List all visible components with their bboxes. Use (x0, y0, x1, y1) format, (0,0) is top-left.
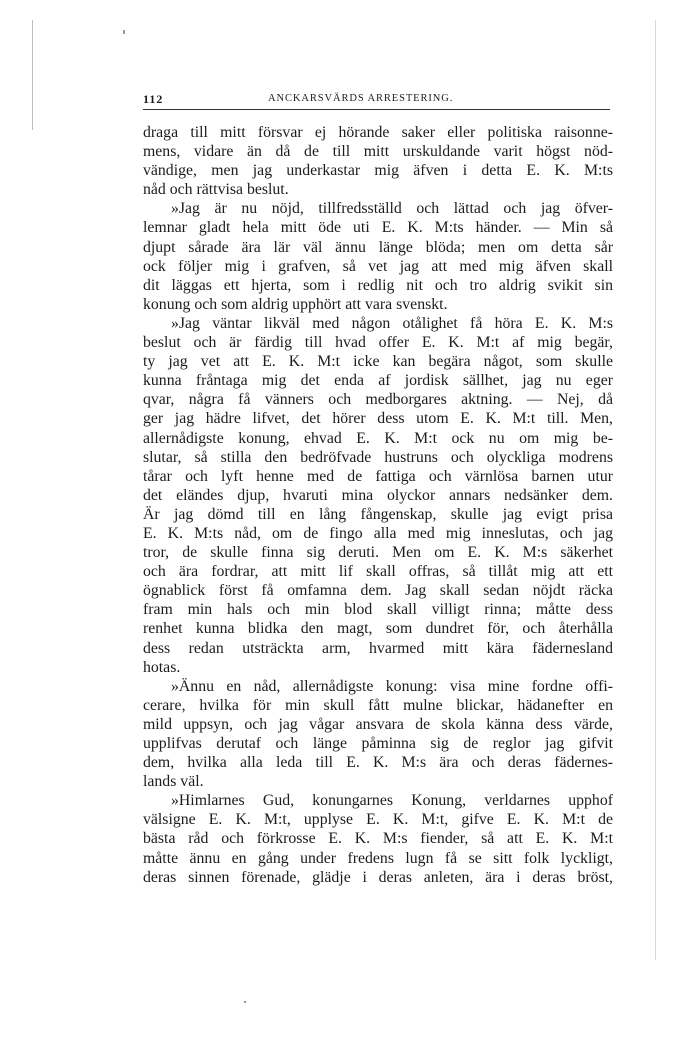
text-line: tror, de skulle finna sig deruti. Men om E. K. M:s säkerhet (143, 544, 613, 562)
text-line: slutar, så stilla den bedröfvade hustruns och olyckliga modrens (143, 448, 613, 466)
header-rule (143, 109, 610, 110)
text-line: nåd och rättvisa beslut. (143, 181, 289, 199)
text-line: lemnar gladt hela mitt öde uti E. K. M:ts händer. — Min så (143, 219, 613, 237)
text-line: ger jag hädre lifvet, det hörer dess utom E. K. M:t till. Men, (143, 410, 613, 428)
scan-edge-right (655, 20, 656, 960)
scan-edge-left (32, 20, 33, 130)
text-line: cerare, hvilka för min skull fått mulne blickar, hädanefter en (143, 696, 613, 714)
text-line: draga till mitt försvar ej hörande saker eller politiska raisonne- (143, 124, 613, 141)
text-line: välsigne E. K. M:t, upplyse E. K. M:t, gifve E. K. M:t de (143, 811, 613, 829)
text-line: måtte ännu en gång under fredens lugn få se sitt folk lyckligt, (143, 849, 613, 867)
running-head: ANCKARSVÄRDS ARRESTERING. (268, 93, 454, 104)
text-line: qvar, några få vänners och medborgares aktning. — Nej, då (143, 391, 613, 409)
text-line: E. K. M:ts nåd, om de fingo alla med mig inneslutas, och jag (143, 524, 613, 542)
text-line: allernådigste konung, ehvad E. K. M:t ock nu om mig be- (143, 429, 613, 447)
text-line: »Jag väntar likväl med någon otålighet få höra E. K. M:s (171, 314, 613, 332)
text-line: »Ännu en nåd, allernådigste konung: visa mine fordne offi- (171, 677, 613, 695)
text-line: »Jag är nu nöjd, tillfredsställd och lättad och jag öfver- (171, 200, 613, 218)
text-line: mild uppsyn, och jag vågar ansvara de skola känna dess värde, (143, 715, 613, 733)
page-header (143, 92, 610, 110)
text-line: ock följer mig i grafven, så vet jag att med mig äfven skall (143, 257, 613, 275)
text-line: djupt sårade ära lär väl ännu länge blöda; men om detta sår (143, 238, 613, 256)
text-line: lands väl. (143, 773, 204, 791)
text-line: bästa råd och förkrosse E. K. M:s fiender, så att E. K. M:t (143, 830, 613, 848)
text-line: fram min hals och min blod skall villigt rinna; måtte dess (143, 601, 613, 619)
text-line: renhet kunna blidka den magt, som dundret för, och återhålla (143, 620, 613, 638)
text-line: konung och som aldrig upphört att vara svenskt. (143, 295, 448, 313)
text-line: kunna fråntaga mig det enda af jordisk sällhet, jag nu eger (143, 372, 613, 390)
text-line: »Himlarnes Gud, konungarnes Konung, verldarnes upphof (171, 792, 613, 810)
scan-speck (244, 1001, 246, 1003)
text-line: dem, hvilka alla leda till E. K. M:s ära och deras fädernes- (143, 754, 613, 772)
text-line: Är jag dömd till en lång fångenskap, skulle jag evigt prisa (143, 505, 613, 523)
page-number: 112 (143, 92, 164, 106)
text-line: upplifvas derutaf och länge påminna sig de reglor jag gifvit (143, 735, 613, 752)
text-line: dess redan utsträckta arm, hvarmed mitt kära fädernesland (143, 639, 613, 657)
text-line: hotas. (143, 658, 181, 676)
text-line: ögnablick först få omfamna dem. Jag skall sedan nöjdt räcka (143, 582, 613, 600)
text-line: och ära fordrar, att mitt lif skall offras, så tillåt mig att ett (143, 563, 613, 581)
text-line: ty jag vet att E. K. M:t icke kan begära något, som skulle (143, 353, 613, 371)
text-line: dit läggas ett hjerta, som i redlig nit och tro aldrig svikit sin (143, 276, 613, 294)
text-line: beslut och är färdig till hvad offer E. K. M:t af mig begär, (143, 334, 613, 352)
body-text (143, 123, 613, 887)
text-line: det eländes djup, hvaruti mina olyckor annars nedsänker dem. (143, 486, 613, 504)
text-line: vändige, men jag underkastar mig äfven i detta E. K. M:ts (143, 162, 613, 180)
text-line: tårar och lyft henne med de fattiga och värnlösa barnen utur (143, 467, 613, 485)
scan-speck (123, 30, 125, 34)
text-line: mens, vidare än då de till mitt urskuldande varit högst nöd- (143, 143, 613, 161)
text-line: deras sinnen förenade, glädje i deras anleten, ära i deras bröst, (143, 868, 613, 886)
